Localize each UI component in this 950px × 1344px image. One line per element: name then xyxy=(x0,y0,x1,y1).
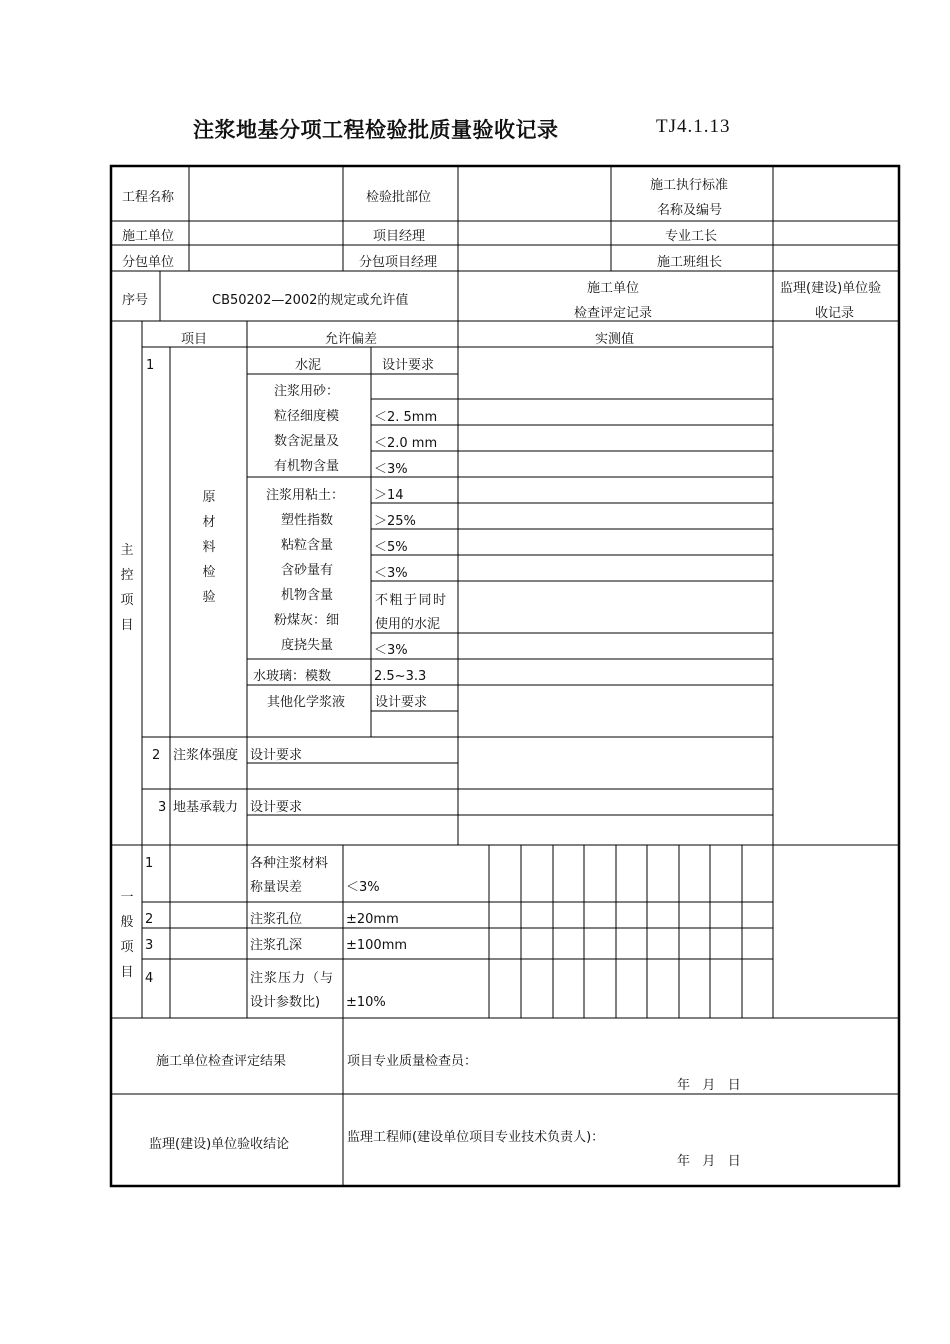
clay-label-1: 注浆用粘土： xyxy=(266,488,345,503)
spec-label: CB50202—2002的规定或允许值 xyxy=(212,293,409,308)
engineer-label: 监理工程师(建设单位项目专业技术负责人)： xyxy=(347,1130,605,1145)
check-record-label-2: 检查评定记录 xyxy=(574,306,653,321)
inspection-part-label: 检验批部位 xyxy=(366,190,432,205)
item3-no: 3 xyxy=(158,800,167,815)
general-item-1-label-2: 称量误差 xyxy=(250,880,303,895)
foreman-label: 专业工长 xyxy=(665,229,718,244)
general-label: 一般项目 xyxy=(120,890,134,980)
page-title: 注浆地基分项工程检验批质量验收记录 xyxy=(193,118,559,142)
main-control-label: 主控项目 xyxy=(120,543,134,633)
sand-label-4: 有机物含量 xyxy=(274,459,340,474)
project-name-label: 工程名称 xyxy=(122,190,175,205)
ash-value-1b: 使用的水泥 xyxy=(375,617,441,632)
general-item-1-label: 各种注浆材料 xyxy=(250,856,329,871)
clay-value-1: ＞14 xyxy=(374,488,404,503)
standard-label: 施工执行标准 xyxy=(650,178,729,193)
clay-label-5: 机物含量 xyxy=(281,588,334,603)
supervisor-record-label: 监理(建设)单位验 xyxy=(780,281,882,296)
ash-label-2: 度挠失量 xyxy=(281,638,334,653)
sub-project-manager-label: 分包项目经理 xyxy=(359,255,438,270)
team-leader-label: 施工班组长 xyxy=(657,255,723,270)
project-manager-label: 项目经理 xyxy=(373,229,426,244)
seq-label: 序号 xyxy=(122,293,149,308)
date-2: 年 月 日 xyxy=(677,1154,741,1169)
general-item-1-no: 1 xyxy=(145,856,154,871)
clay-label-4: 含砂量有 xyxy=(281,563,334,578)
chem-label: 其他化学浆液 xyxy=(267,695,346,710)
general-item-3-label: 注浆孔深 xyxy=(250,938,303,953)
general-item-4-label: 注浆压力（与 xyxy=(250,971,335,986)
sand-value-3: ＜3% xyxy=(374,462,408,477)
general-item-4-value: ±10% xyxy=(346,995,386,1010)
clay-label-2: 塑性指数 xyxy=(281,513,334,528)
supervisor-record-label-2: 收记录 xyxy=(815,306,855,321)
ash-label-1: 粉煤灰：细 xyxy=(274,613,340,628)
ash-value-1a: 不粗于同时 xyxy=(375,593,448,608)
sand-label-2: 粒径细度模 xyxy=(274,409,340,424)
general-item-3-value: ±100mm xyxy=(346,938,408,953)
date-1: 年 月 日 xyxy=(677,1078,741,1093)
outer-frame xyxy=(111,166,899,1186)
sand-label-1: 注浆用砂： xyxy=(274,384,340,399)
general-item-3-no: 3 xyxy=(145,938,154,953)
general-item-2-no: 2 xyxy=(145,912,154,927)
item3-label: 地基承载力 xyxy=(173,800,239,815)
clay-value-4: ＜3% xyxy=(374,566,408,581)
subcontractor-label: 分包单位 xyxy=(122,255,175,270)
item1-label: 原材料检验 xyxy=(202,490,216,605)
sand-value-2: ＜2.0 mm xyxy=(374,436,438,451)
item1-no: 1 xyxy=(146,358,155,373)
supervisor-conclusion-label: 监理(建设)单位验收结论 xyxy=(149,1137,290,1152)
check-record-label: 施工单位 xyxy=(587,281,640,296)
form-code: TJ4.1.13 xyxy=(656,116,731,137)
general-item-4-label-2: 设计参数比) xyxy=(250,995,321,1010)
col-item-label: 项目 xyxy=(181,332,208,347)
construction-result-label: 施工单位检查评定结果 xyxy=(156,1054,287,1069)
chem-value: 设计要求 xyxy=(375,695,428,710)
general-item-4-no: 4 xyxy=(145,971,154,986)
cement-req: 设计要求 xyxy=(382,358,435,373)
sand-label-3: 数含泥量及 xyxy=(274,434,340,449)
general-item-2-label: 注浆孔位 xyxy=(250,912,303,927)
general-item-1-value: ＜3% xyxy=(346,880,380,895)
glass-label: 水玻璃：模数 xyxy=(253,669,332,684)
inspector-label: 项目专业质量检查员： xyxy=(347,1054,478,1069)
clay-value-3: ＜5% xyxy=(374,540,408,555)
standard-label-2: 名称及编号 xyxy=(657,203,723,218)
cement-label: 水泥 xyxy=(295,358,322,373)
item2-no: 2 xyxy=(152,748,161,763)
clay-label-3: 粘粒含量 xyxy=(281,538,334,553)
clay-value-2: ＞25% xyxy=(374,514,416,529)
col-tolerance-label: 允许偏差 xyxy=(325,332,378,347)
col-measured-label: 实测值 xyxy=(595,332,635,347)
item2-label: 注浆体强度 xyxy=(173,748,239,763)
item3-value: 设计要求 xyxy=(250,800,303,815)
glass-value: 2.5~3.3 xyxy=(374,669,427,684)
ash-value-2: ＜3% xyxy=(374,643,408,658)
general-item-2-value: ±20mm xyxy=(346,912,399,927)
sand-value-1: ＜2. 5mm xyxy=(374,410,438,425)
item2-value: 设计要求 xyxy=(250,748,303,763)
construction-unit-label: 施工单位 xyxy=(122,229,175,244)
